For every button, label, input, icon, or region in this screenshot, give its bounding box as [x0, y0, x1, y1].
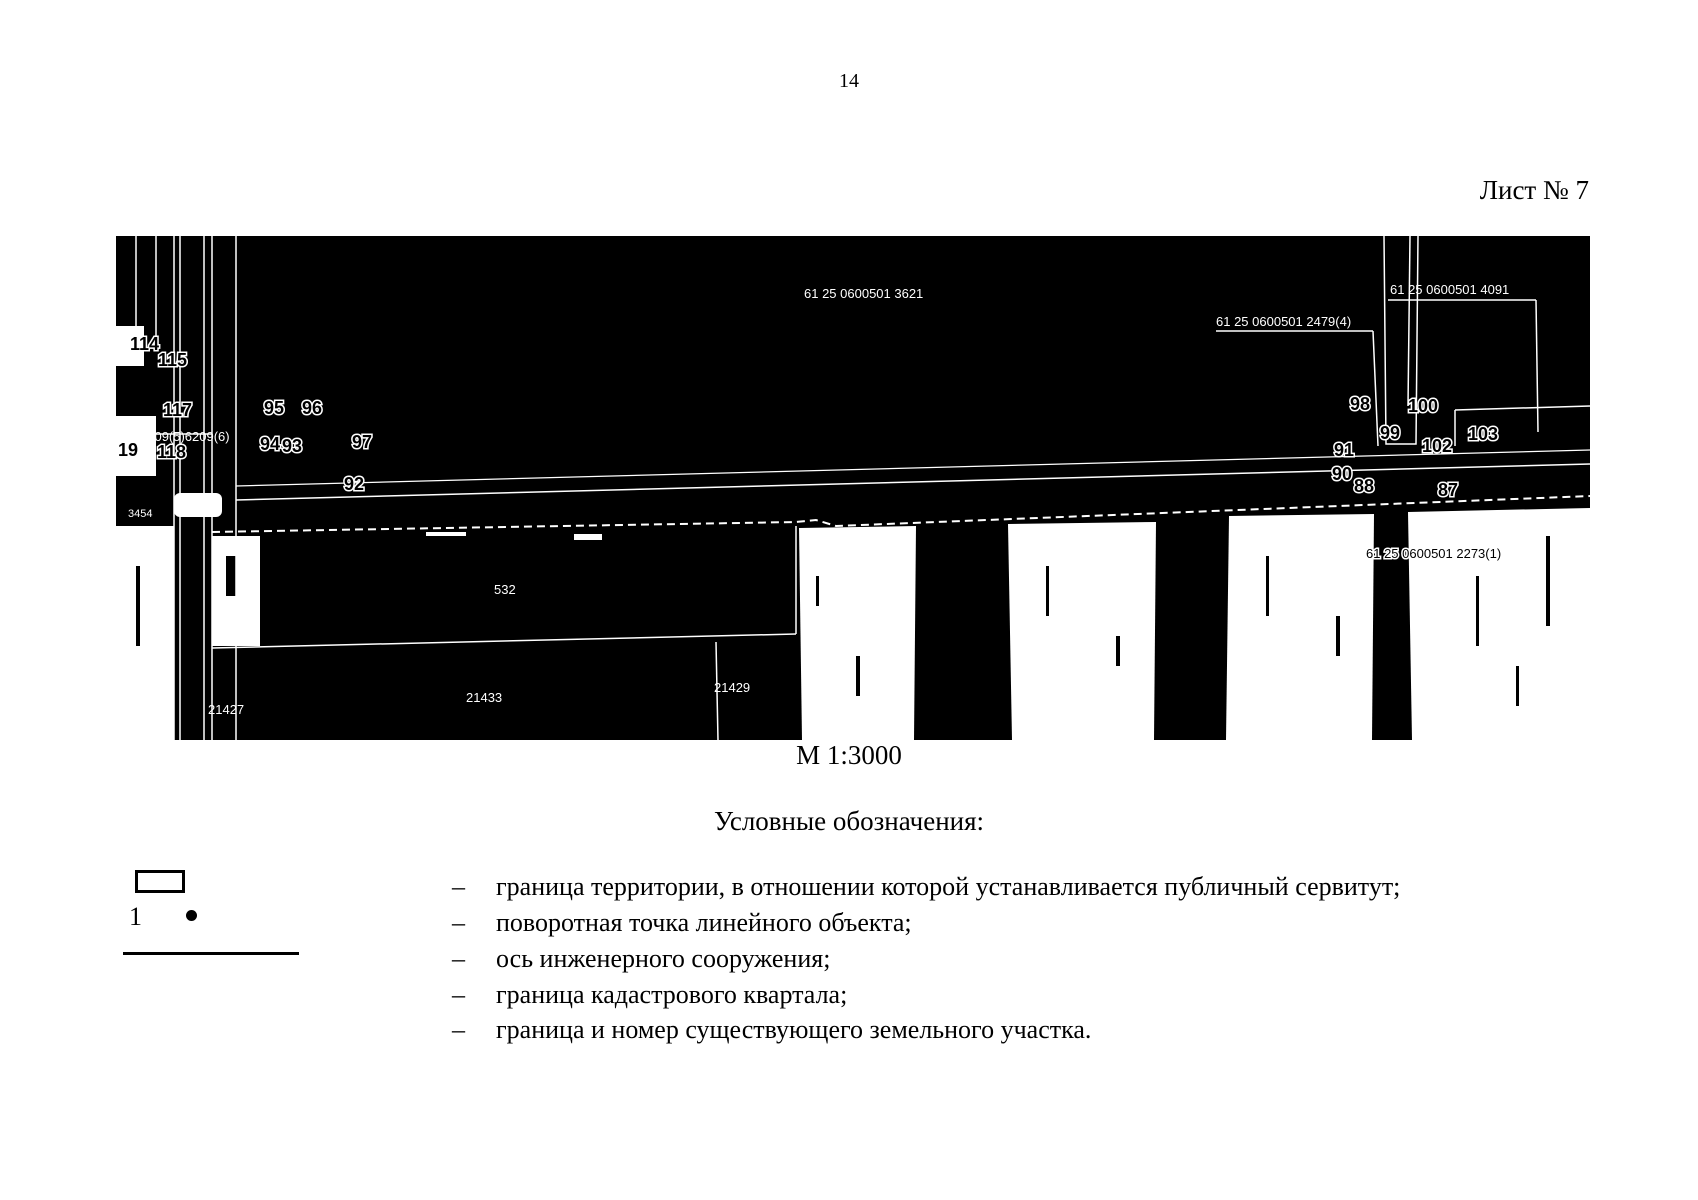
sheet-label: Лист № 7 — [1479, 175, 1589, 205]
legend-symbols — [120, 870, 310, 960]
parcel-label-3454: 3454 — [128, 508, 153, 520]
parcel-label-2273-1: 61 25 0600501 2273(1) — [1366, 546, 1502, 561]
turning-point-symbol — [186, 910, 197, 921]
map-scale: М 1:3000 — [796, 740, 902, 770]
parcel-label-532: 532 — [494, 582, 516, 597]
page-number: 14 — [839, 70, 859, 92]
legend-item — [452, 1015, 1091, 1045]
point-label-95: 95 — [264, 398, 285, 418]
legend-dash: – — [452, 872, 465, 901]
cadastral-map — [116, 236, 1590, 740]
point-label-98: 98 — [1350, 394, 1371, 414]
parcel-label-21427: 21427 — [208, 702, 245, 717]
map-canvas — [116, 236, 1590, 740]
legend-item-text: ось инженерного сооружения; — [496, 944, 831, 973]
point-label-91: 91 — [1334, 440, 1355, 460]
legend-title: Условные обозначения: — [713, 806, 985, 836]
point-label-96: 96 — [302, 398, 323, 418]
turning-points — [118, 334, 1498, 500]
point-label-92: 92 — [344, 474, 365, 494]
point-label-97: 97 — [352, 432, 373, 452]
point-label-88: 88 — [1354, 476, 1375, 496]
point-label-115: 115 — [158, 350, 188, 370]
legend-item — [452, 944, 830, 974]
engineering-axis — [236, 450, 1590, 486]
point-label-99: 99 — [1380, 423, 1401, 443]
point-label-90: 90 — [1332, 464, 1353, 484]
point-label-87: 87 — [1438, 480, 1459, 500]
point-label-114: 114 — [130, 334, 160, 354]
legend-item-text: поворотная точка линейного объекта; — [496, 908, 912, 937]
legend-item — [452, 980, 847, 1010]
point-label-117: 117 — [163, 400, 193, 420]
legend-dash: – — [452, 980, 465, 1009]
engineering-axis-symbol — [123, 952, 299, 955]
parcel-label-21433: 21433 — [466, 690, 503, 705]
legend-item — [452, 872, 1400, 902]
parcel-label-3621: 61 25 0600501 3621 — [804, 286, 924, 301]
parcel-label-4091: 61 25 0600501 4091 — [1390, 282, 1510, 297]
parcel-label-2479-4: 61 25 0600501 2479(4) — [1216, 314, 1352, 329]
point-label-103: 103 — [1468, 424, 1499, 444]
legend-item-text: граница кадастрового квартала; — [496, 980, 848, 1009]
legend-dash: – — [452, 908, 465, 937]
legend-item-text: граница и номер существующего земельного участка. — [496, 1015, 1092, 1044]
field-areas — [116, 326, 1590, 740]
point-label-93: 93 — [282, 436, 303, 456]
parcel-label-6209: 6209(5)6209(6) — [140, 429, 230, 444]
legend-dash: – — [452, 1015, 465, 1044]
parcel-label-21429: 21429 — [714, 680, 751, 695]
servitude-boundary-symbol — [135, 870, 185, 893]
turning-point-number: 1 — [129, 902, 142, 931]
point-label-94: 94 — [260, 434, 281, 454]
point-label-100: 100 — [1408, 396, 1439, 416]
legend-item — [452, 908, 912, 938]
legend-item-text: граница территории, в отношении которой устанавливается публичный сервитут; — [496, 872, 1401, 901]
legend-dash: – — [452, 944, 465, 973]
point-label-19: 19 — [118, 440, 139, 460]
point-label-102: 102 — [1422, 436, 1453, 456]
point-label-118: 118 — [157, 442, 187, 462]
